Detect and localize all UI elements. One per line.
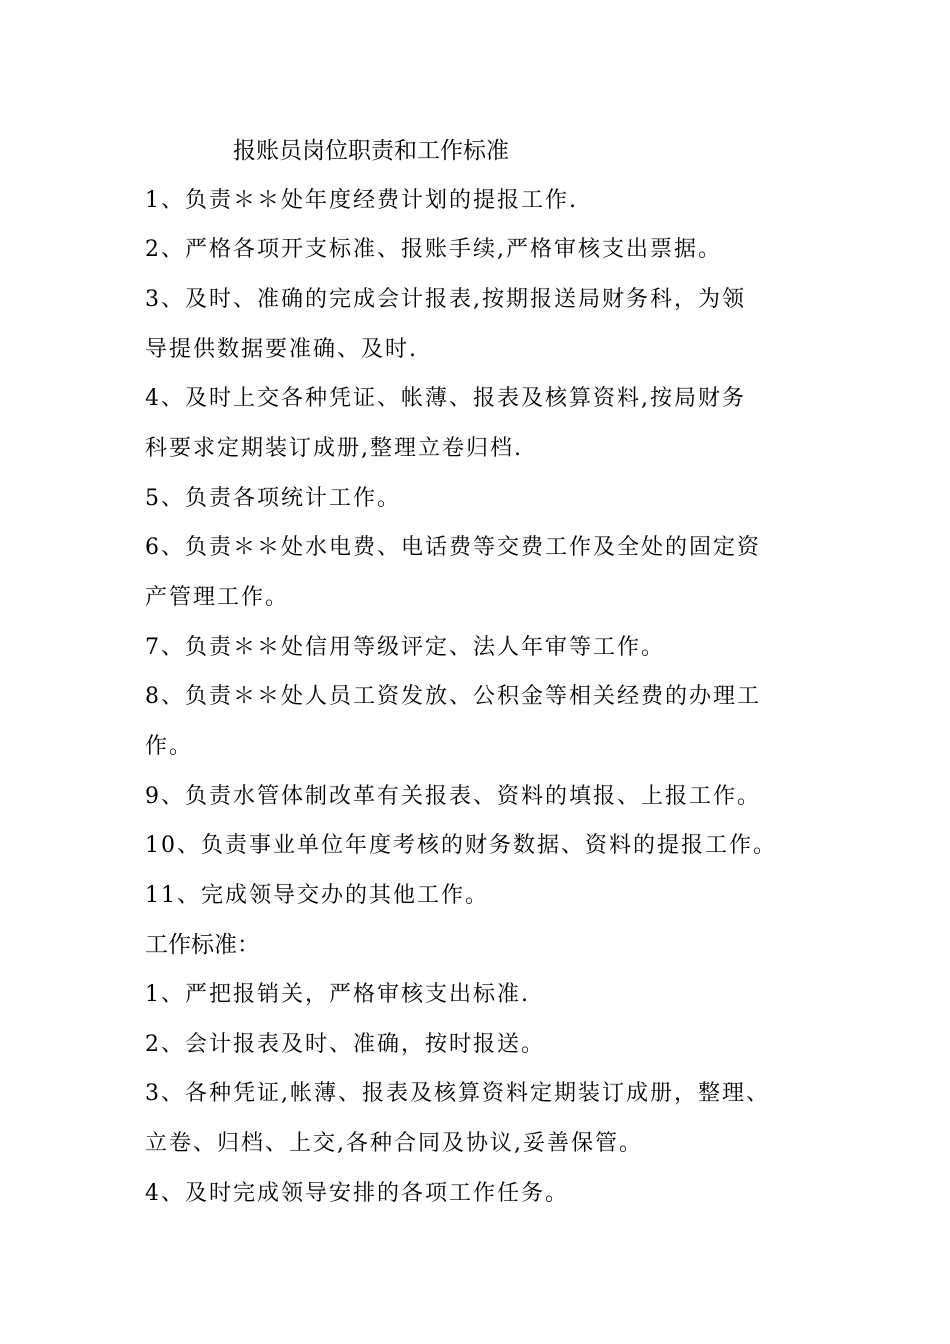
duty-line-15: 11、完成领导交办的其他工作。 bbox=[145, 883, 489, 908]
duty-line-8: 6、负责＊＊处水电费、电话费等交费工作及全处的固定资 bbox=[145, 535, 761, 560]
duty-line-7: 5、负责各项统计工作。 bbox=[145, 486, 401, 511]
duty-line-11: 8、负责＊＊处人员工资发放、公积金等相关经费的办理工 bbox=[145, 684, 761, 709]
duty-line-2: 2、严格各项开支标准、报账手续,严格审核支出票据。 bbox=[145, 237, 722, 262]
duty-line-6: 科要求定期装订成册,整理立卷归档. bbox=[145, 436, 523, 461]
standard-line-4: 立卷、归档、上交,各种合同及协议,妥善保管。 bbox=[145, 1131, 643, 1156]
duty-line-9: 产管理工作。 bbox=[145, 585, 290, 610]
duty-line-12: 作。 bbox=[145, 734, 194, 759]
standard-line-1: 1、严把报销关，严格审核支出标准. bbox=[145, 982, 530, 1007]
duty-line-5: 4、及时上交各种凭证、帐薄、报表及核算资料,按局财务 bbox=[145, 386, 746, 411]
duty-line-1: 1、负责＊＊处年度经费计划的提报工作. bbox=[145, 188, 578, 213]
duty-line-10: 7、负责＊＊处信用等级评定、法人年审等工作。 bbox=[145, 635, 665, 660]
duty-line-14: 10、负责事业单位年度考核的财务数据、资料的提报工作。 bbox=[145, 833, 777, 858]
duty-line-13: 9、负责水管体制改革有关报表、资料的填报、上报工作。 bbox=[145, 784, 761, 809]
standard-line-3: 3、各种凭证,帐薄、报表及核算资料定期装订成册，整理、 bbox=[145, 1081, 770, 1106]
standards-heading: 工作标准： bbox=[145, 932, 260, 958]
standard-line-2: 2、会计报表及时、准确，按时报送。 bbox=[145, 1032, 545, 1057]
duty-line-3: 3、及时、准确的完成会计报表,按期报送局财务科，为领 bbox=[145, 287, 746, 312]
standard-line-5: 4、及时完成领导安排的各项工作任务。 bbox=[145, 1181, 569, 1206]
duty-line-4: 导提供数据要准确、及时. bbox=[145, 337, 418, 362]
document-title: 报账员岗位职责和工作标准 bbox=[233, 138, 509, 164]
